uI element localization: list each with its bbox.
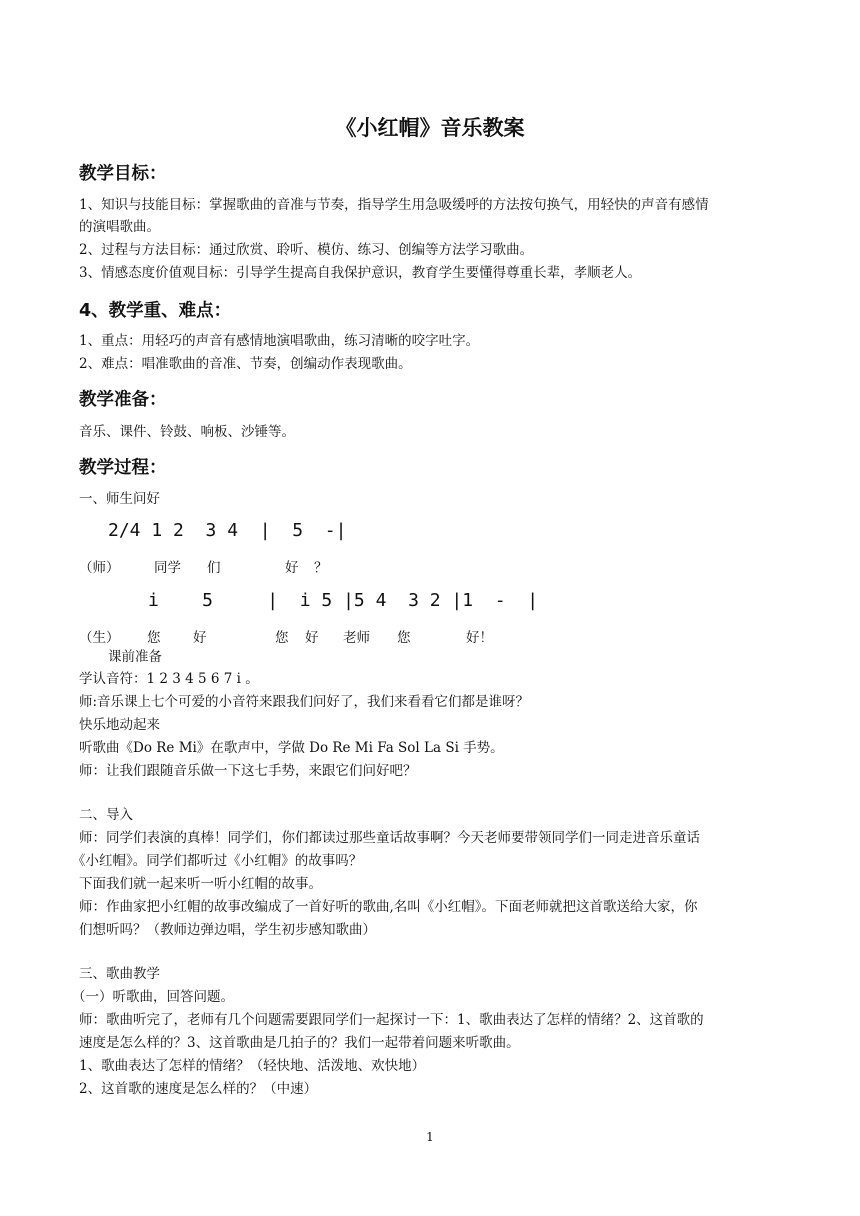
teacher-role: （师） [79,560,120,576]
notation-line-1: 2/4 1 2 3 4 | 5 -| [108,520,347,541]
lyric-word: 好！ [466,630,493,646]
greeting-heading: 一、师生问好 [79,491,160,507]
intro-line-2: 《小红帽》。同学们都听过《小红帽》的故事吗？ [72,853,363,869]
greeting-line-3: 听歌曲《Do Re Mi》在歌声中，学做 Do Re Mi Fa Sol La Si 手势。 [79,740,504,756]
lyric-word: 您 [275,630,289,646]
key-points-heading: 4、教学重、难点： [79,301,232,321]
greeting-line-2: 快乐地动起来 [79,717,160,733]
lyric-word: 同学 [154,560,181,576]
preparation-text: 音乐、课件、铃鼓、响板、沙锤等。 [79,424,295,440]
goal-1-line-a: 1、知识与技能目标：掌握歌曲的音准与节奏，指导学生用急吸缓呼的方法按句换气，用轻快的声音有感情 [79,197,709,213]
intro-heading: 二、导入 [79,807,133,823]
key-point-2: 2、难点：唱准歌曲的音准、节奏，创编动作表现歌曲。 [79,356,412,372]
notes-line: 学认音符：1 2 3 4 5 6 7 i 。 [79,671,259,687]
lyric-word: 们 [207,560,221,576]
teaching-line-2: 速度是怎么样的？3、这首歌曲是几拍子的？我们一起带着问题来听歌曲。 [79,1035,520,1051]
page-number: 1 [426,1130,434,1144]
lyric-word: 好 [285,560,299,576]
pre-class-label: 课前准备 [108,649,162,665]
teaching-subheading: （一）听歌曲，回答问题。 [72,989,234,1005]
greeting-line-4: 师：让我们跟随音乐做一下这七手势，来跟它们问好吧？ [79,763,417,779]
student-role: （生） [79,630,120,646]
greeting-line-1: 师:音乐课上七个可爱的小音符来跟我们问好了，我们来看看它们都是谁呀？ [79,694,530,710]
goals-heading: 教学目标： [79,164,167,184]
goal-3: 3、情感态度价值观目标：引导学生提高自我保护意识，教育学生要懂得尊重长辈，孝顺老人。 [79,265,642,281]
teaching-heading: 三、歌曲教学 [79,966,160,982]
goal-1-line-b: 的演唱歌曲。 [79,219,160,235]
notation-line-2: i 5 | i 5 |5 4 3 2 |1 - | [148,590,539,611]
question-1: 1、歌曲表达了怎样的情绪？（轻快地、活泼地、欢快地） [79,1058,426,1074]
lyric-word: 好 [193,630,207,646]
goal-2: 2、过程与方法目标：通过欣赏、聆听、模仿、练习、创编等方法学习歌曲。 [79,242,534,258]
intro-line-1: 师：同学们表演的真棒！同学们，你们都读过那些童话故事啊？今天老师要带领同学们一同走进音乐童话 [79,830,700,846]
document-title: 《小红帽》音乐教案 [335,116,525,140]
preparation-heading: 教学准备： [79,390,167,410]
intro-line-5: 们想听吗？（教师边弹边唱，学生初步感知歌曲） [79,922,376,938]
lyric-word: 您 [397,630,411,646]
lyric-word: 老师 [343,630,370,646]
question-2: 2、这首歌的速度是怎么样的？（中速） [79,1081,318,1097]
intro-line-3: 下面我们就一起来听一听小红帽的故事。 [79,876,322,892]
key-point-1: 1、重点：用轻巧的声音有感情地演唱歌曲，练习清晰的咬字吐字。 [79,333,480,349]
lyric-word: ？ [314,560,328,576]
process-heading: 教学过程： [79,458,167,478]
teaching-line-1: 师：歌曲听完了，老师有几个问题需要跟同学们一起探讨一下：1、歌曲表达了怎样的情绪？2、这首歌的 [79,1012,704,1028]
lyric-word: 好 [305,630,319,646]
lyric-word: 您 [147,630,161,646]
intro-line-4: 师：作曲家把小红帽的故事改编成了一首好听的歌曲,名叫《小红帽》。下面老师就把这首歌送给大家，你 [79,899,698,915]
